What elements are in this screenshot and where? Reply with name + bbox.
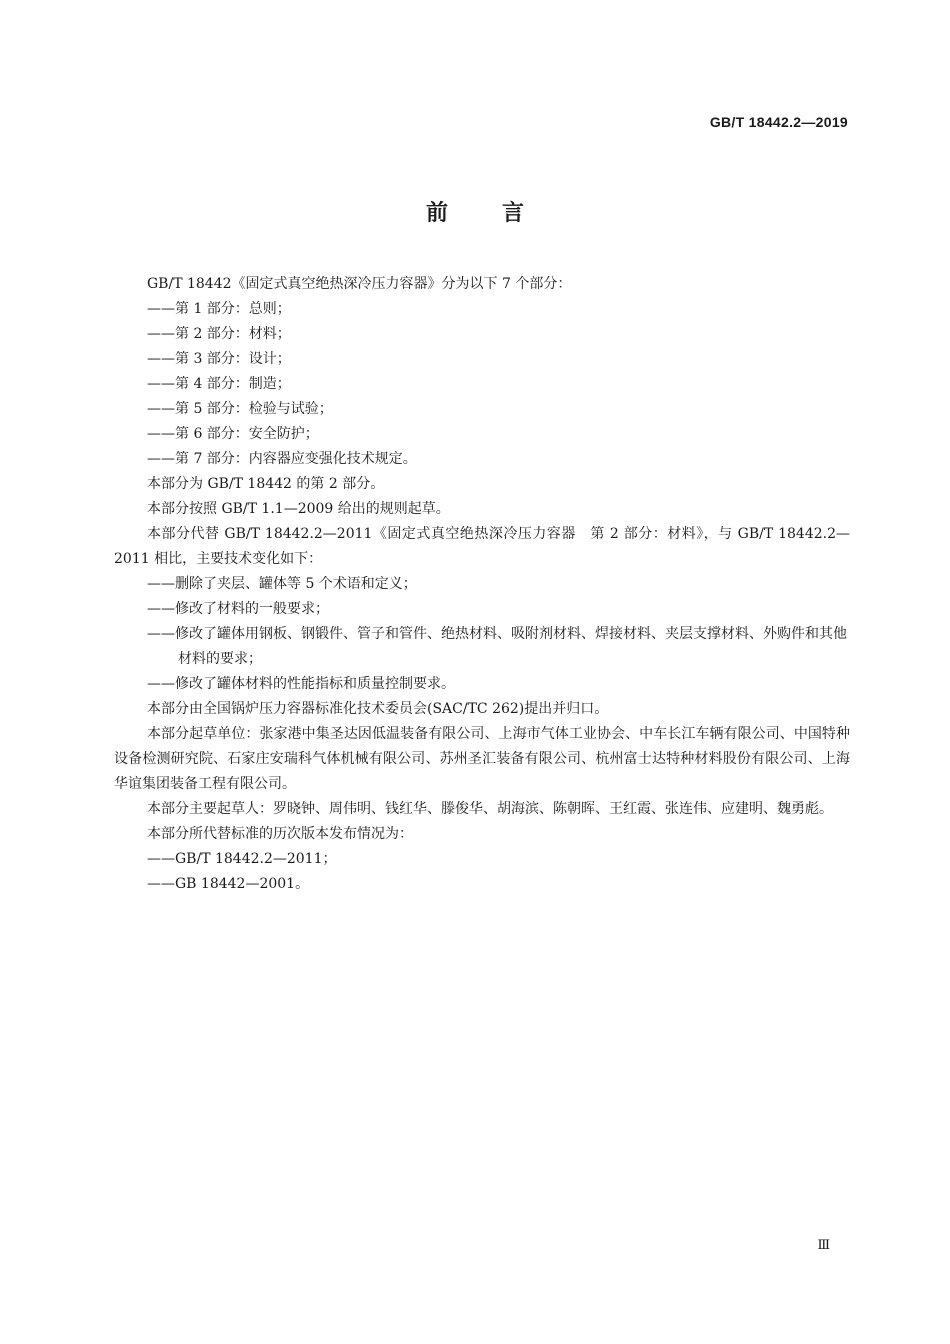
page-title: 前言 bbox=[425, 201, 578, 226]
list-item: ——GB/T 18442.2—2011； bbox=[147, 851, 337, 867]
page-number: Ⅲ bbox=[817, 1238, 830, 1253]
history-list bbox=[114, 847, 850, 897]
list-item: ——删除了夹层、罐体等 5 个术语和定义； bbox=[147, 576, 417, 592]
list-item: ——修改了罐体材料的性能指标和质量控制要求。 bbox=[147, 676, 455, 692]
proposed-by-paragraph: 本部分由全国锅炉压力容器标准化技术委员会(SAC/TC 262)提出并归口。 bbox=[147, 701, 609, 717]
drafters-paragraph: 本部分主要起草人：罗晓钟、周伟明、钱红华、滕俊华、胡海滨、陈朝晖、王红霞、张连伟、应建明、魏勇彪。 bbox=[147, 801, 833, 817]
list-item: ——第 7 部分：内容器应变强化技术规定。 bbox=[147, 451, 417, 467]
list-item: ——第 5 部分：检验与试验； bbox=[147, 401, 333, 417]
list-item: ——第 2 部分：材料； bbox=[147, 326, 291, 342]
drafting-rules-paragraph: 本部分按照 GB/T 1.1—2009 给出的规则起草。 bbox=[147, 501, 450, 517]
intro-paragraph: GB/T 18442《固定式真空绝热深冷压力容器》分为以下 7 个部分： bbox=[147, 276, 572, 292]
history-intro-paragraph: 本部分所代替标准的历次版本发布情况为： bbox=[147, 826, 413, 842]
list-item: ——GB 18442—2001。 bbox=[147, 876, 310, 892]
part-of-paragraph: 本部分为 GB/T 18442 的第 2 部分。 bbox=[147, 476, 385, 492]
changes-list bbox=[114, 572, 850, 697]
list-item: ——第 6 部分：安全防护； bbox=[147, 426, 319, 442]
standard-number: GB/T 18442.2—2019 bbox=[709, 114, 848, 130]
drafting-units-paragraph: 本部分起草单位：张家港中集圣达因低温装备有限公司、上海市气体工业协会、中车长江车辆有限公司、中国特种设备检测研究院、石家庄安瑞科气体机械有限公司、苏州圣汇装备有限公司、杭州富士达特种材料股份有限公司、上海华谊集团装备工程有限公司。 bbox=[114, 726, 850, 792]
list-item: ——第 1 部分：总则； bbox=[147, 301, 291, 317]
document-body bbox=[114, 272, 850, 897]
list-item: ——修改了罐体用钢板、钢锻件、管子和管件、绝热材料、吸附剂材料、焊接材料、夹层支撑材料、外购件和其他材料的要求； bbox=[147, 626, 847, 667]
list-item: ——修改了材料的一般要求； bbox=[147, 601, 329, 617]
replaces-paragraph: 本部分代替 GB/T 18442.2—2011《固定式真空绝热深冷压力容器 第 2 部分：材料》，与 GB/T 18442.2—2011 相比，主要技术变化如下： bbox=[114, 526, 850, 567]
list-item: ——第 4 部分：制造； bbox=[147, 376, 291, 392]
list-item: ——第 3 部分：设计； bbox=[147, 351, 291, 367]
parts-list bbox=[114, 297, 850, 472]
